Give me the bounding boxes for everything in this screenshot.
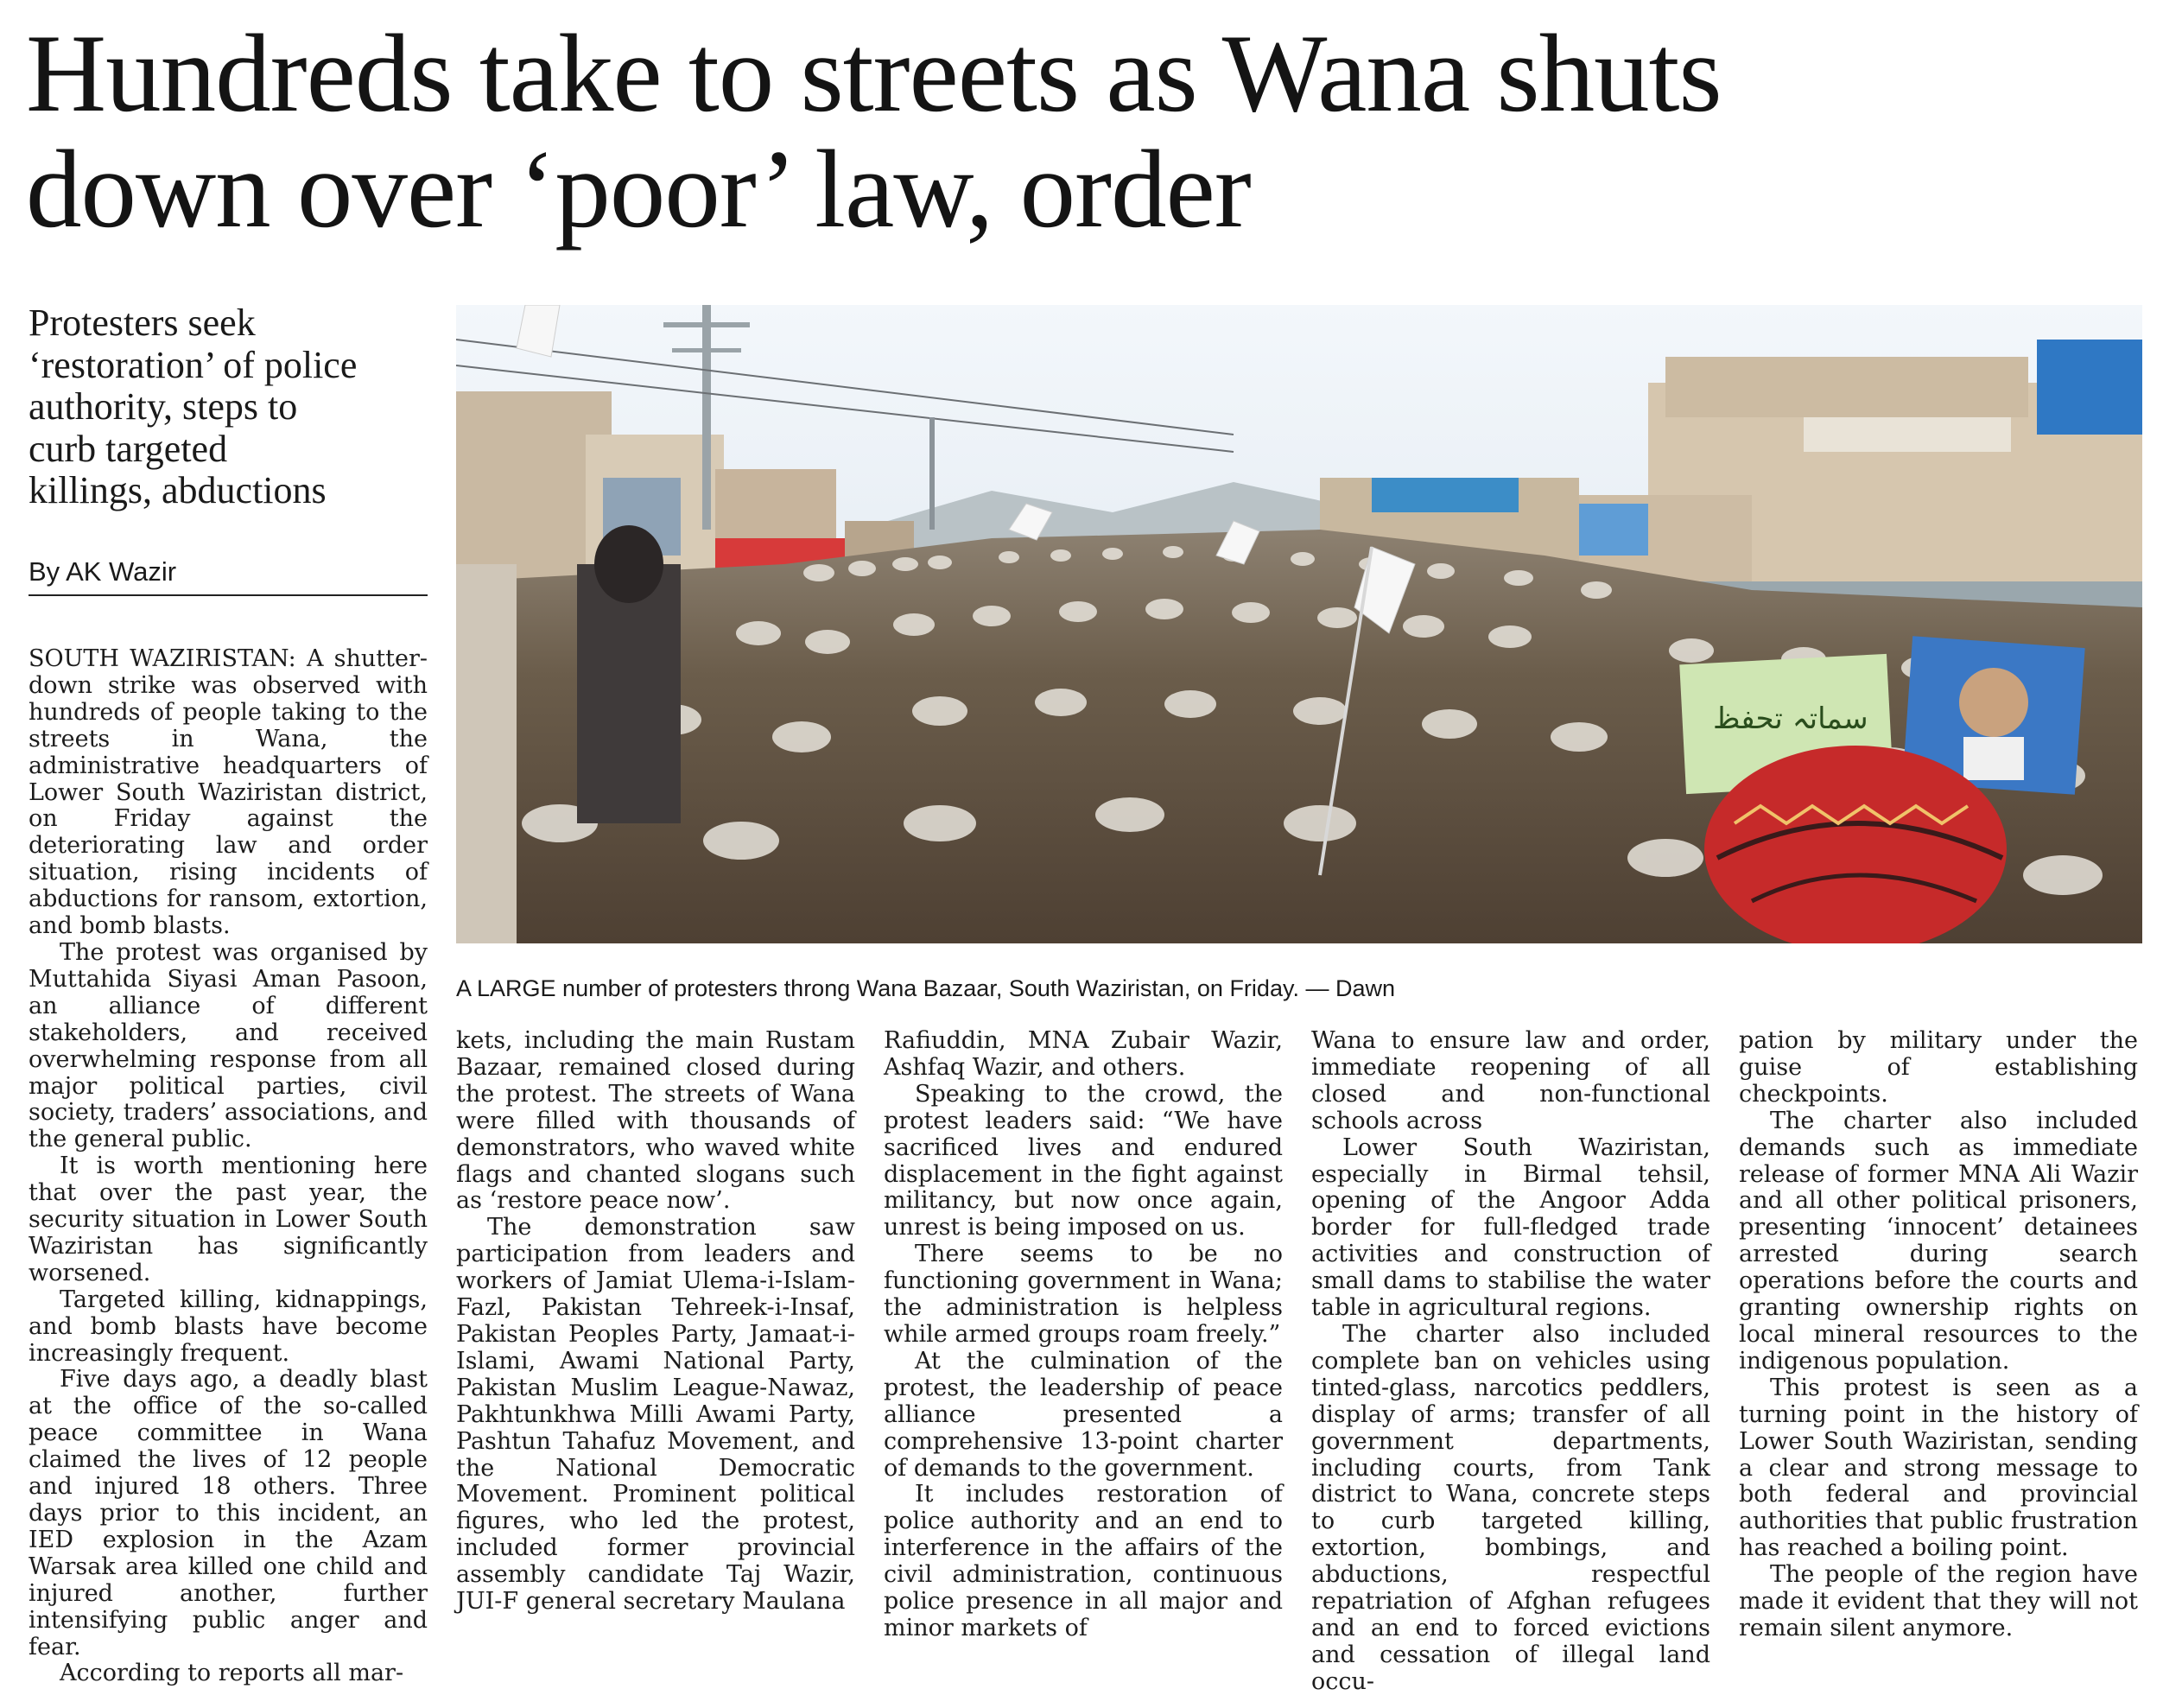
subheadline-line-4: curb targeted [29,427,228,470]
urdu-banner-text: سماتہ تحفظ [1713,702,1868,736]
subheadline-line-1: Protesters seek [29,302,256,344]
protest-crowd-illustration [456,305,2142,943]
subheadline [29,302,426,512]
paragraph: The charter also included demands such as immediate release of former MNA Ali Wazir and all other political prisoners, presenting ‘innocent’ detainees arrested during search operations before the courts and granting ownership rights on local mineral resources to the indigenous population. [1739,1107,2138,1375]
subheadline-line-2: ‘restoration’ of police [29,343,358,386]
paragraph: SOUTH WAZIRISTAN: A shutter-down strike was observed with hundreds of people taking to the streets in Wana, the administrative headquarters of Lower South Waziristan district, on Friday against the deteriorating law and order situation, rising incidents of abductions for ransom, extortion, and bomb blasts. [29,645,428,940]
subheadline-line-5: killings, abductions [29,469,327,511]
article-column-5 [1739,1028,2138,1642]
article-column-2 [456,1028,855,1616]
article-column-1 [29,646,428,1687]
article-column-4 [1311,1028,1710,1696]
paragraph: The charter also included complete ban on vehicles using tinted-glass, narcotics peddlers, display of arms; transfer of all government departments, including courts, from Tank district to Wana, concrete steps to curb targeted killing, extortion, bombings, and abductions, respectful repatriation of Afghan refugees and an end to forced evictions and cessation of illegal land occu- [1311,1320,1710,1695]
paragraph: Rafiuddin, MNA Zubair Wazir, Ashfaq Wazir, and others. [884,1027,1283,1081]
paragraph: The demonstration saw participation from leaders and workers of Jamiat Ulema-i-Islam-Fazl, Pakistan Tehreek-i-Insaf, Pakistan Peoples Party, Jamaat-i-Islami, Awami National Party, Pakistan Muslim League-Nawaz, Pakhtunkhwa Milli Awami Party, Pashtun Tahafuz Movement, and the National Democratic Movement. Prominent political figures, who led the protest, included former provincial assembly candidate Taj Wazir, JUI-F general secretary Maulana [456,1214,855,1616]
paragraph: At the culmination of the protest, the leadership of peace alliance presented a comprehensive 13-point charter of demands to the government. [884,1347,1283,1482]
paragraph: According to reports all mar- [60,1660,404,1687]
paragraph: The people of the region have made it evident that they will not remain silent anymore. [1739,1561,2138,1641]
paragraph: This protest is seen as a turning point in the history of Lower South Waziristan, sending a clear and strong message to both federal and provincial authorities that public frustration has reached a boiling point. [1739,1374,2138,1562]
paragraph: Wana to ensure law and order, immediate reopening of all closed and non-functional schools across [1311,1027,1710,1134]
subheadline-line-3: authority, steps to [29,385,298,428]
headline [26,11,2151,251]
paragraph: It is worth mentioning here that over the past year, the security situation in Lower South Waziristan has significantly worsened. [29,1152,428,1286]
paragraph: It includes restoration of police authority and an end to interference in the affairs of the civil administration, continuous police presence in all major and minor markets of [884,1481,1283,1641]
paragraph: The protest was organised by Muttahida Siyasi Aman Pasoon, an alliance of different stakeholders, and received overwhelming response from all major political parties, civil society, traders’ associations, and the general public. [29,938,428,1153]
paragraph: Targeted killing, kidnappings, and bomb blasts have become increasingly frequent. [29,1286,428,1367]
paragraph: There seems to be no functioning government in Wana; the administration is helpless while armed groups roam freely.” [884,1241,1283,1348]
paragraph: Five days ago, a deadly blast at the office of the so-called peace committee in Wana claimed the lives of 12 people and injured 18 others. Three days prior to this incident, an IED explosion in the Azam Warsak area killed one child and injured another, further intensifying public anger and fear. [29,1366,428,1660]
paragraph: Speaking to the crowd, the protest leaders said: “We have sacrificed lives and endured displacement in the fight against militancy, but now once again, unrest is being imposed on us. [884,1080,1283,1241]
news-photo [456,305,2142,943]
paragraph: pation by military under the guise of establishing checkpoints. [1739,1027,2138,1108]
article-column-3 [884,1028,1283,1642]
paragraph: kets, including the main Rustam Bazaar, remained closed during the protest. The streets of Wana were filled with thousands of demonstrators, who waved white flags and chanted slogans such as ‘restore peace now’. [456,1027,855,1215]
byline: By AK Wazir [29,555,428,596]
headline-line-2: down over ‘poor’ law, order [26,127,1251,251]
photo-caption: A LARGE number of protesters throng Wana Bazaar, South Waziristan, on Friday. — Dawn [456,975,1395,1001]
paragraph: Lower South Waziristan, especially in Birmal tehsil, opening of the Angoor Adda border for full-fledged trade activities and construction of small dams to stabilise the water table in agricultural regions. [1311,1133,1710,1322]
headline-line-1: Hundreds take to streets as Wana shuts [26,11,1722,135]
